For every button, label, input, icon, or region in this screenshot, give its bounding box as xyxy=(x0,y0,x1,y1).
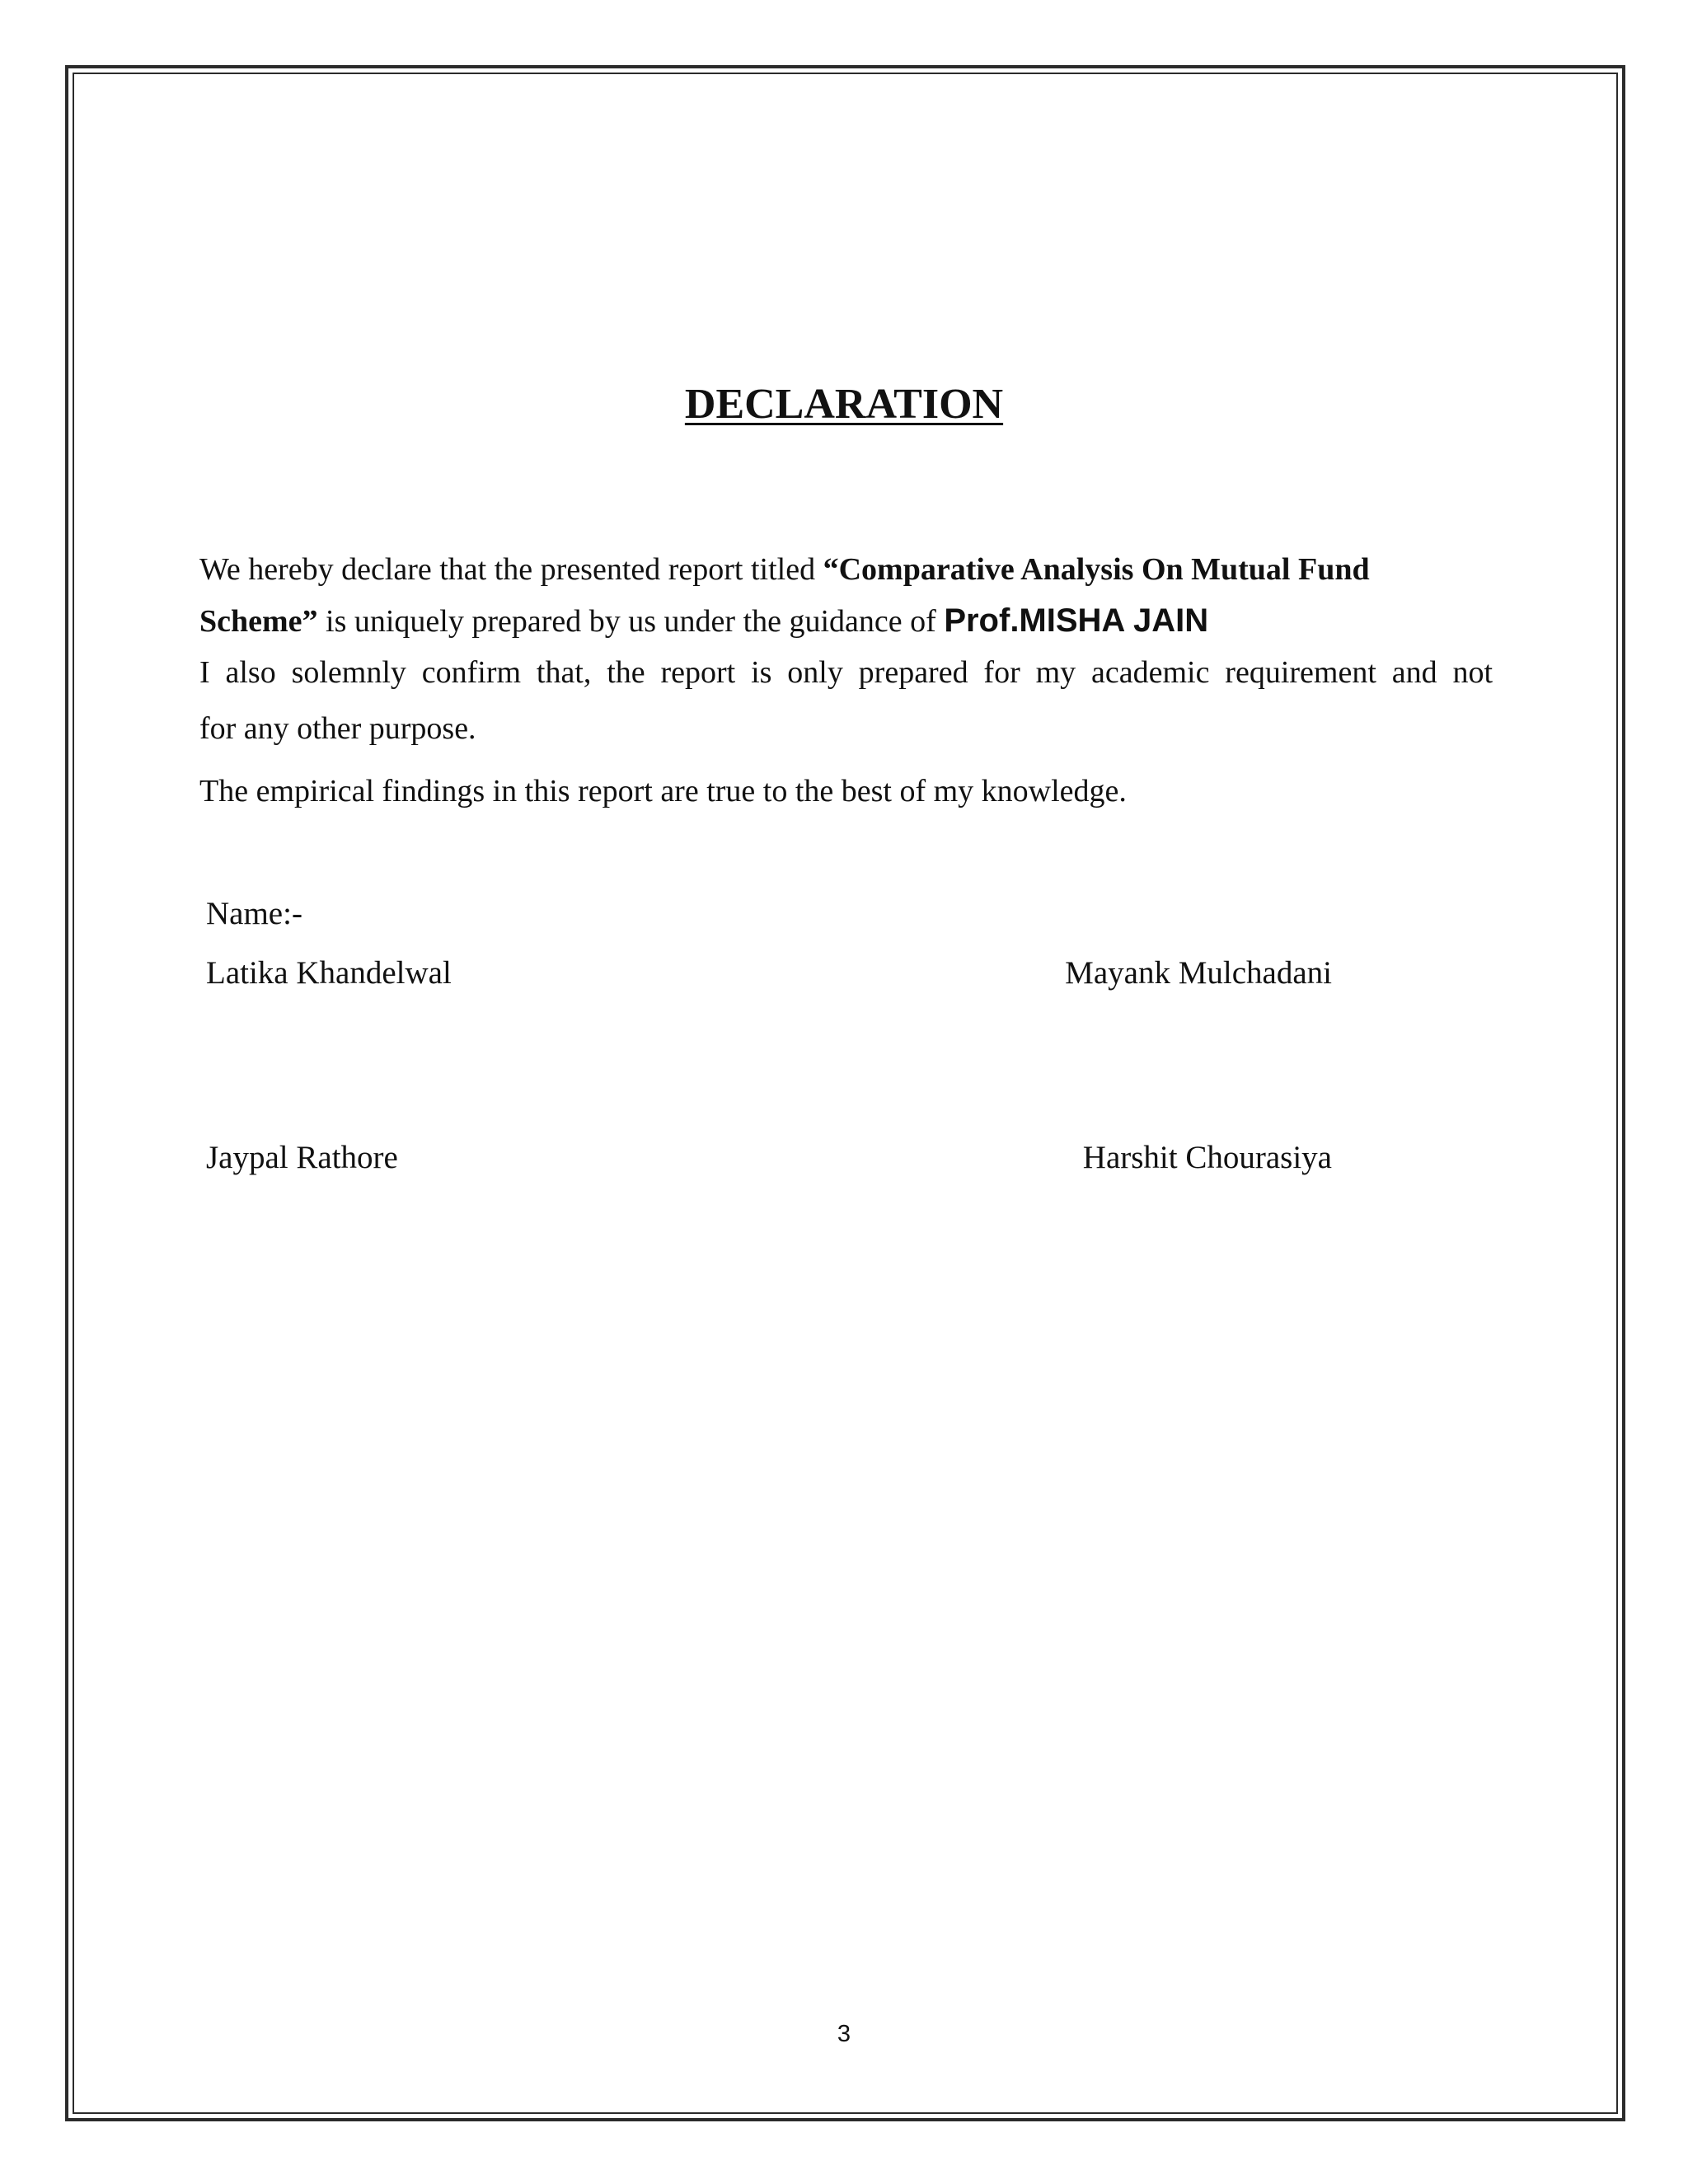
declaration-line-2-text: is uniquely prepared by us under the guidance of xyxy=(317,604,945,639)
student-name: Jaypal Rathore xyxy=(206,1140,398,1175)
student-name: Latika Khandelwal xyxy=(206,955,452,991)
student-name: Mayank Mulchadani xyxy=(1065,955,1332,991)
declaration-line-4: for any other purpose. xyxy=(199,711,476,746)
declaration-line-1 xyxy=(199,551,1370,588)
guide-name: Prof.MISHA JAIN xyxy=(944,602,1209,639)
names-label: Name:- xyxy=(206,896,302,931)
declaration-line-1-text: We hereby declare that the presented report titled xyxy=(199,552,823,587)
report-title-part-2: Scheme” xyxy=(199,604,318,639)
page-number: 3 xyxy=(837,2021,851,2047)
declaration-line-5: The empirical findings in this report are true to the best of my knowledge. xyxy=(199,774,1127,808)
declaration-heading-text: DECLARATION xyxy=(684,381,1004,428)
student-name: Harshit Chourasiya xyxy=(1082,1140,1332,1175)
report-title-part-1: “Comparative Analysis On Mutual Fund xyxy=(823,552,1370,587)
declaration-line-3: I also solemnly confirm that, the report is only prepared for my academic requirement and not xyxy=(199,655,1493,690)
declaration-line-2 xyxy=(199,602,1208,640)
declaration-heading xyxy=(0,378,1688,431)
